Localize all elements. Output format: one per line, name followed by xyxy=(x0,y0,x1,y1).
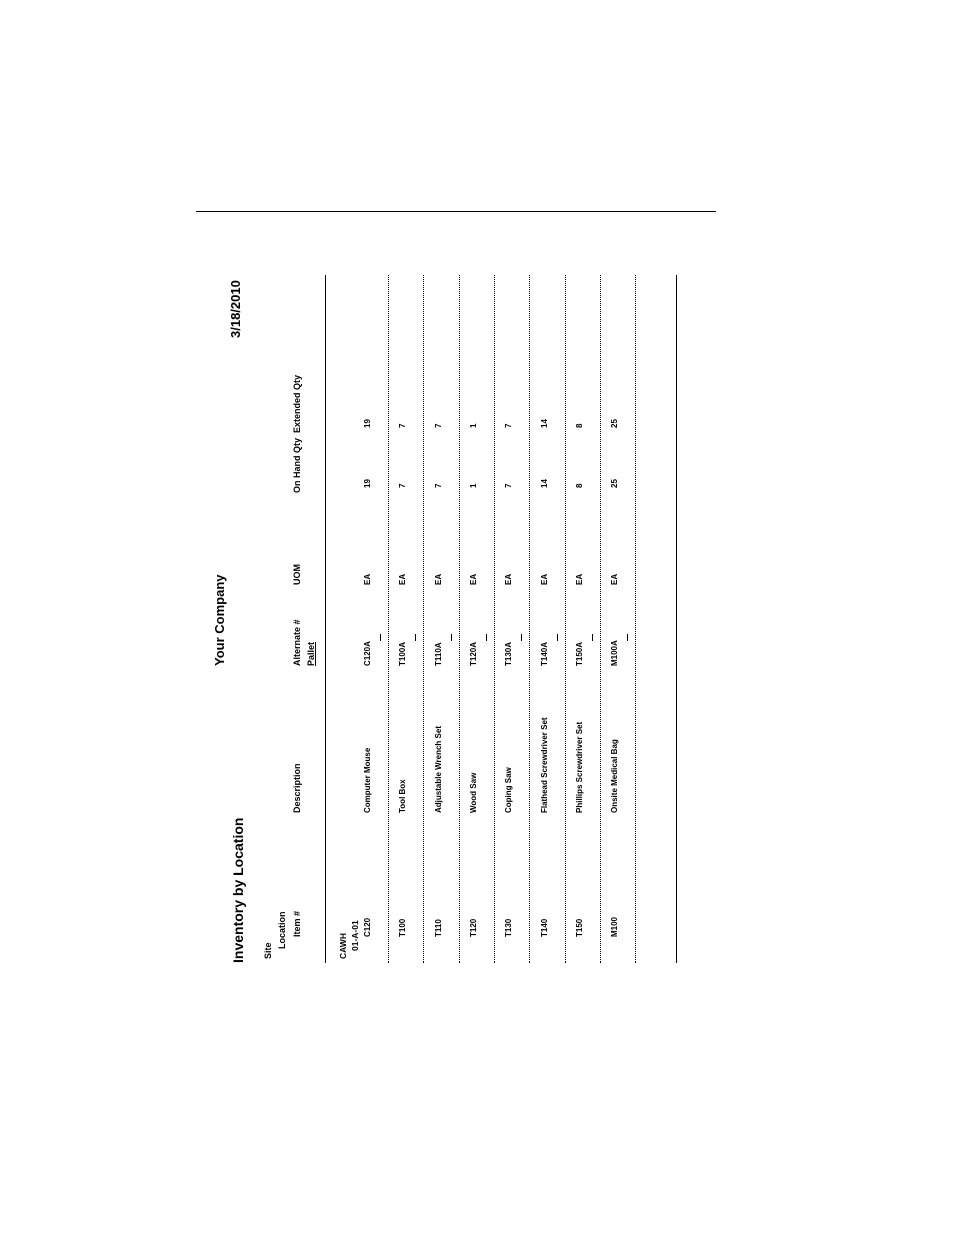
extended-qty: 8 xyxy=(574,423,584,428)
item-number: T110 xyxy=(433,919,443,937)
on-hand-qty: 14 xyxy=(539,479,549,488)
extended-qty: 19 xyxy=(363,419,372,428)
column-header-uom: UOM xyxy=(292,564,302,585)
item-description: Coping Saw xyxy=(504,767,514,813)
report-date: 3/18/2010 xyxy=(228,280,243,338)
column-header-item: Item # xyxy=(292,910,302,937)
item-description: Computer Mouse xyxy=(363,747,372,813)
alternate-number: T130A xyxy=(504,641,514,666)
item-description: Onsite Medical Bag xyxy=(610,739,620,813)
alternate-number: M100A xyxy=(610,640,620,666)
column-header-extended: Extended Qty xyxy=(292,374,302,433)
site-value: CAWH xyxy=(338,933,348,959)
uom: EA xyxy=(610,573,620,585)
uom: EA xyxy=(539,573,549,585)
column-header-alternate: Alternate # xyxy=(292,619,302,666)
report-page xyxy=(208,275,688,963)
column-header-description: Description xyxy=(292,763,302,813)
extended-qty: 1 xyxy=(468,423,478,428)
alternate-number: T150A xyxy=(574,641,584,666)
column-header-on-hand: On Hand Qty xyxy=(292,437,302,493)
item-number: T100 xyxy=(398,918,408,937)
row-separator xyxy=(565,275,566,963)
row-separator xyxy=(635,275,636,963)
pallet-mark xyxy=(486,634,487,641)
pallet-mark xyxy=(415,634,416,641)
pallet-mark xyxy=(451,634,452,641)
on-hand-qty: 7 xyxy=(433,483,443,488)
item-description: Phillips Screwdriver Set xyxy=(574,721,584,813)
alternate-number: T110A xyxy=(433,642,443,666)
uom: EA xyxy=(574,573,584,585)
location-value: 01-A-01 xyxy=(350,920,360,951)
alternate-number: C120A xyxy=(363,641,372,666)
inventory-report xyxy=(208,275,688,963)
report-title: Inventory by Location xyxy=(230,817,246,963)
uom: EA xyxy=(363,573,372,585)
item-number: M100 xyxy=(610,916,620,937)
top-rule xyxy=(196,211,716,212)
item-description: Adjustable Wrench Set xyxy=(433,726,443,813)
extended-qty: 7 xyxy=(504,423,514,428)
alternate-number: T140A xyxy=(539,641,549,666)
row-separator xyxy=(529,275,530,963)
row-separator xyxy=(423,275,424,963)
item-number: T150 xyxy=(574,918,584,937)
extended-qty: 25 xyxy=(610,419,620,428)
company-name: Your Company xyxy=(212,574,227,666)
pallet-mark xyxy=(592,634,593,641)
uom: EA xyxy=(398,573,408,585)
alternate-number: T100A xyxy=(398,641,408,666)
header-rule xyxy=(325,275,326,963)
uom: EA xyxy=(468,573,478,585)
on-hand-qty: 8 xyxy=(574,483,584,488)
pallet-mark xyxy=(380,634,381,641)
item-description: Wood Saw xyxy=(468,772,478,813)
item-number: T140 xyxy=(539,918,549,937)
on-hand-qty: 19 xyxy=(363,479,372,488)
extended-qty: 7 xyxy=(398,423,408,428)
on-hand-qty: 7 xyxy=(398,483,408,488)
column-header-pallet: Pallet xyxy=(306,641,316,666)
item-number: T130 xyxy=(504,918,514,937)
item-number: T120 xyxy=(468,918,478,937)
alternate-number: T120A xyxy=(468,641,478,666)
extended-qty: 7 xyxy=(433,423,443,428)
extended-qty: 14 xyxy=(539,419,549,428)
row-separator xyxy=(600,275,601,963)
column-header-site: Site xyxy=(263,942,273,959)
pallet-mark xyxy=(627,634,628,641)
pallet-mark xyxy=(557,634,558,641)
on-hand-qty: 1 xyxy=(468,483,478,488)
item-description: Tool Box xyxy=(398,779,408,813)
row-separator xyxy=(388,275,389,963)
uom: EA xyxy=(433,573,443,585)
item-number: C120 xyxy=(363,917,372,937)
uom: EA xyxy=(504,573,514,585)
item-description: Flathead Screwdriver Set xyxy=(539,717,549,813)
bottom-rule xyxy=(676,275,677,963)
on-hand-qty: 7 xyxy=(504,483,514,488)
on-hand-qty: 25 xyxy=(610,479,620,488)
row-separator xyxy=(494,275,495,963)
column-header-location: Location xyxy=(277,911,287,949)
pallet-mark xyxy=(521,634,522,641)
row-separator xyxy=(459,275,460,963)
